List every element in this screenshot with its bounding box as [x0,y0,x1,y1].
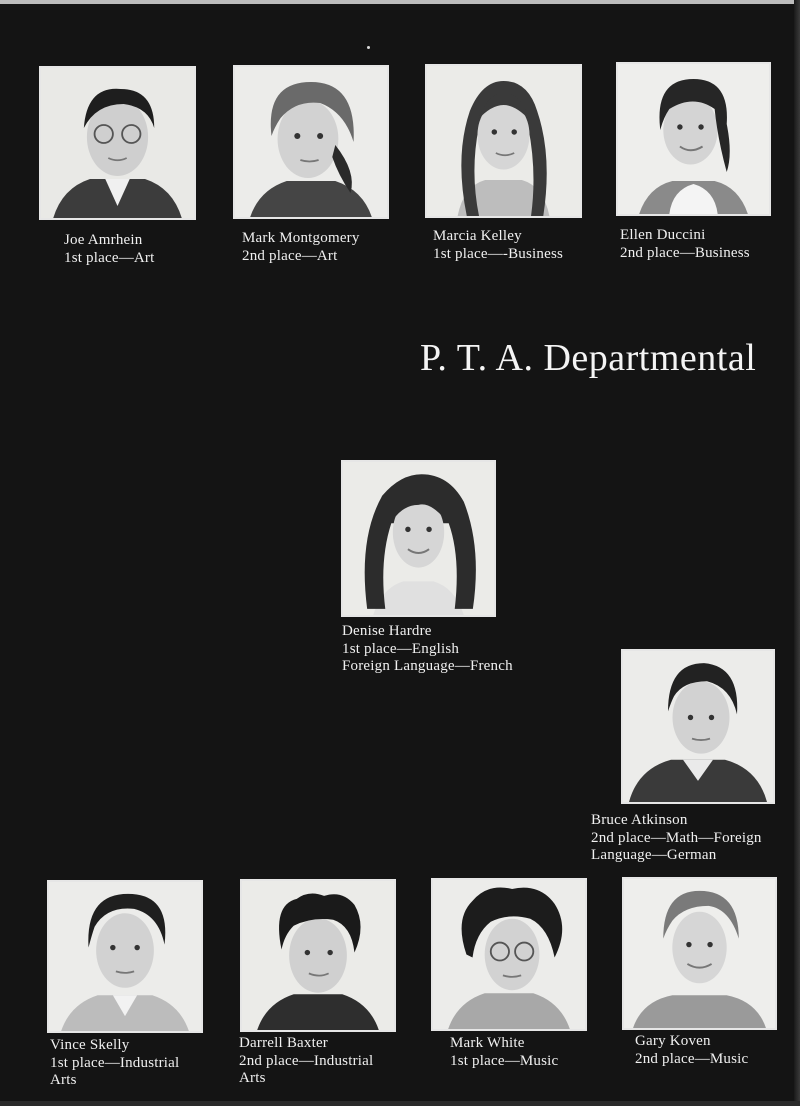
award-line: 2nd place—Art [242,247,338,264]
student-name: Joe Amrhein [64,232,143,248]
caption-bruce-atkinson [591,812,762,865]
caption-vince-skelly [50,1037,179,1090]
caption-joe-amrhein [64,232,155,267]
portrait-mark-montgomery [233,65,389,219]
student-name: Denise Hardre [342,623,432,639]
portrait-darrell-baxter [240,879,396,1032]
portrait-ellen-duccini [616,62,771,216]
student-name: Marcia Kelley [433,228,522,244]
award-line: 1st place—Industrial [50,1054,180,1071]
student-name: Ellen Duccini [620,227,706,243]
portrait-mark-white [431,878,587,1031]
award-line: Arts [50,1072,77,1088]
award-line: 1st place—English [342,640,460,657]
caption-denise-hardre [342,623,513,676]
caption-darrell-baxter [239,1035,373,1088]
portrait-bruce-atkinson [621,649,775,804]
caption-mark-montgomery [242,230,360,265]
portrait-marcia-kelley [425,64,582,218]
award-line: 1st place—Art [64,249,155,266]
caption-marcia-kelley [433,228,563,263]
student-name: Mark White [450,1035,525,1051]
student-name: Bruce Atkinson [591,812,688,828]
award-line: Arts [239,1070,266,1086]
award-line: Language—German [591,847,717,863]
caption-ellen-duccini [620,227,750,262]
award-line: 2nd place—Business [620,244,750,261]
caption-gary-koven [635,1033,748,1068]
student-name: Vince Skelly [50,1037,130,1053]
print-speck [367,46,370,49]
caption-mark-white [450,1035,558,1070]
page-right-edge [794,0,800,1106]
portrait-joe-amrhein [39,66,196,220]
award-line: 2nd place—Music [635,1050,749,1067]
student-name: Darrell Baxter [239,1035,329,1051]
portrait-denise-hardre [341,460,496,617]
page-title: P. T. A. Departmental [420,337,757,379]
award-line: Foreign Language—French [342,658,513,674]
portrait-vince-skelly [47,880,203,1033]
page-bottom-edge [0,1101,800,1106]
award-line: 1st place—Music [450,1052,559,1069]
student-name: Gary Koven [635,1033,711,1049]
award-line: 1st place—-Business [433,245,564,262]
page-top-edge [0,0,800,4]
award-line: 2nd place—Industrial [239,1052,374,1069]
student-name: Mark Montgomery [242,230,360,246]
portrait-gary-koven [622,877,777,1030]
award-line: 2nd place—Math—Foreign [591,829,762,846]
